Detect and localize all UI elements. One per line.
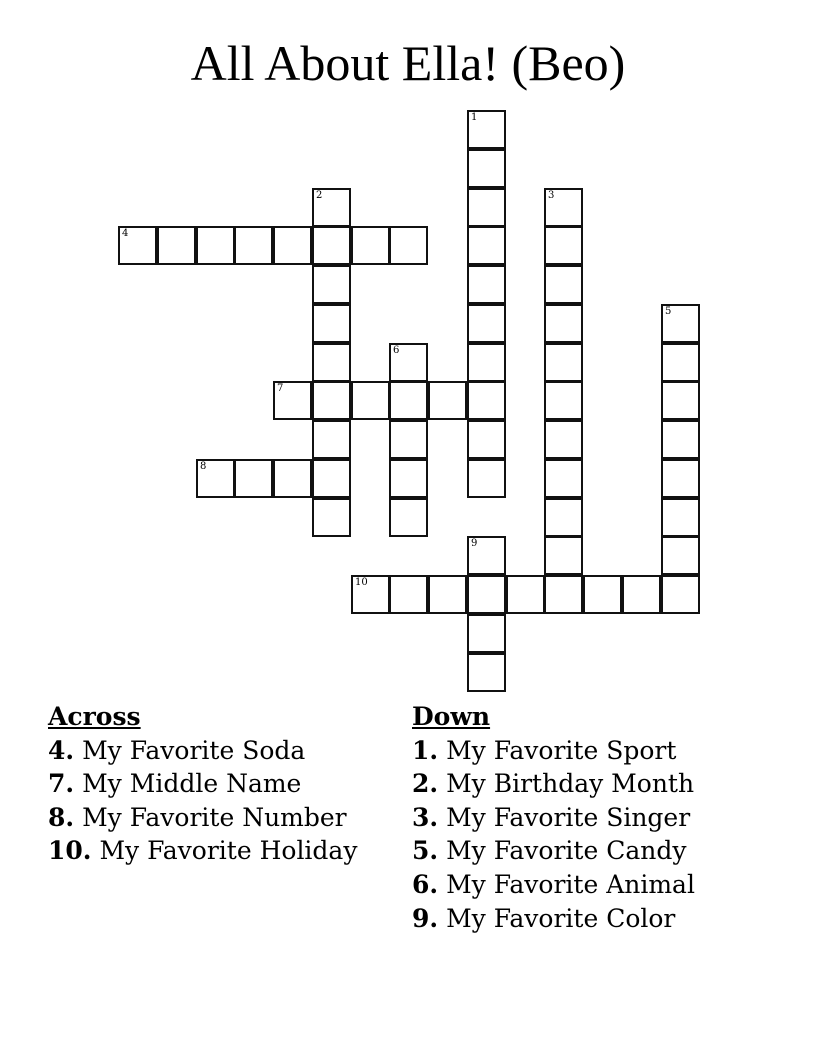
grid-cell[interactable] bbox=[157, 226, 196, 265]
clue-text: My Birthday Month bbox=[446, 769, 695, 799]
grid-cell[interactable] bbox=[544, 226, 583, 265]
grid-cell[interactable] bbox=[351, 226, 390, 265]
grid-cell[interactable] bbox=[234, 459, 273, 498]
grid-cell[interactable] bbox=[544, 188, 583, 227]
grid-cell[interactable] bbox=[544, 575, 583, 614]
grid-cell[interactable] bbox=[467, 343, 506, 382]
clue-number: 5. bbox=[412, 836, 439, 866]
cell-number: 8 bbox=[200, 461, 207, 472]
clue-number: 2. bbox=[412, 769, 439, 799]
grid-cell[interactable] bbox=[467, 265, 506, 304]
grid-cell[interactable] bbox=[467, 381, 506, 420]
grid-cell[interactable] bbox=[196, 459, 235, 498]
grid-cell[interactable] bbox=[544, 498, 583, 537]
clue-number: 7. bbox=[48, 769, 75, 799]
clue-number: 1. bbox=[412, 735, 439, 765]
grid-cell[interactable] bbox=[467, 420, 506, 459]
clue-down-1 bbox=[412, 734, 695, 768]
grid-cell[interactable] bbox=[312, 343, 351, 382]
grid-cell[interactable] bbox=[389, 575, 428, 614]
clue-down-2 bbox=[412, 767, 695, 801]
clue-text: My Favorite Holiday bbox=[99, 836, 358, 866]
grid-cell[interactable] bbox=[467, 459, 506, 498]
grid-cell[interactable] bbox=[661, 575, 700, 614]
clue-number: 3. bbox=[412, 802, 439, 832]
clue-text: My Favorite Singer bbox=[446, 802, 691, 832]
grid-cell[interactable] bbox=[273, 381, 312, 420]
clue-across-7 bbox=[48, 767, 357, 801]
grid-cell[interactable] bbox=[544, 343, 583, 382]
grid-cell[interactable] bbox=[467, 304, 506, 343]
cell-number: 3 bbox=[548, 190, 555, 201]
clue-across-4 bbox=[48, 734, 357, 768]
clue-down-3 bbox=[412, 801, 695, 835]
grid-cell[interactable] bbox=[312, 381, 351, 420]
clue-down-9 bbox=[412, 902, 695, 936]
cell-number: 9 bbox=[471, 538, 478, 549]
clue-text: My Favorite Sport bbox=[446, 735, 677, 765]
grid-cell[interactable] bbox=[467, 188, 506, 227]
clue-number: 4. bbox=[48, 735, 75, 765]
grid-cell[interactable] bbox=[544, 265, 583, 304]
clue-text: My Favorite Soda bbox=[82, 735, 306, 765]
grid-cell[interactable] bbox=[312, 188, 351, 227]
grid-cell[interactable] bbox=[312, 498, 351, 537]
grid-cell[interactable] bbox=[196, 226, 235, 265]
grid-cell[interactable] bbox=[428, 575, 467, 614]
down-clues bbox=[412, 700, 695, 935]
grid-cell[interactable] bbox=[467, 614, 506, 653]
cell-number: 5 bbox=[665, 306, 672, 317]
grid-cell[interactable] bbox=[661, 304, 700, 343]
down-heading: Down bbox=[412, 702, 491, 731]
cell-number: 4 bbox=[122, 228, 129, 239]
grid-cell[interactable] bbox=[661, 381, 700, 420]
clue-down-6 bbox=[412, 868, 695, 902]
grid-cell[interactable] bbox=[583, 575, 622, 614]
grid-cell[interactable] bbox=[506, 575, 545, 614]
grid-cell[interactable] bbox=[467, 226, 506, 265]
grid-cell[interactable] bbox=[312, 304, 351, 343]
clue-text: My Favorite Animal bbox=[446, 869, 695, 899]
across-clues bbox=[48, 700, 357, 868]
grid-cell[interactable] bbox=[389, 459, 428, 498]
grid-cell[interactable] bbox=[312, 420, 351, 459]
grid-cell[interactable] bbox=[661, 498, 700, 537]
grid-cell[interactable] bbox=[544, 304, 583, 343]
grid-cell[interactable] bbox=[467, 653, 506, 692]
cell-number: 1 bbox=[471, 112, 478, 123]
clue-number: 8. bbox=[48, 802, 75, 832]
clue-text: My Favorite Number bbox=[82, 802, 347, 832]
grid-cell[interactable] bbox=[661, 420, 700, 459]
grid-cell[interactable] bbox=[544, 536, 583, 575]
clue-text: My Favorite Color bbox=[446, 903, 676, 933]
grid-cell[interactable] bbox=[389, 498, 428, 537]
cell-number: 2 bbox=[316, 190, 323, 201]
clue-text: My Middle Name bbox=[82, 769, 302, 799]
grid-cell[interactable] bbox=[661, 459, 700, 498]
clue-across-10 bbox=[48, 834, 357, 868]
grid-cell[interactable] bbox=[118, 226, 157, 265]
grid-cell[interactable] bbox=[467, 110, 506, 149]
clue-down-5 bbox=[412, 834, 695, 868]
clue-number: 10. bbox=[48, 836, 92, 866]
across-heading: Across bbox=[48, 702, 141, 731]
grid-cell[interactable] bbox=[467, 536, 506, 575]
grid-cell[interactable] bbox=[467, 575, 506, 614]
grid-cell[interactable] bbox=[389, 343, 428, 382]
grid-cell[interactable] bbox=[312, 265, 351, 304]
grid-cell[interactable] bbox=[273, 226, 312, 265]
grid-cell[interactable] bbox=[428, 381, 467, 420]
clue-across-8 bbox=[48, 801, 357, 835]
grid-cell[interactable] bbox=[273, 459, 312, 498]
grid-cell[interactable] bbox=[544, 459, 583, 498]
grid-cell[interactable] bbox=[351, 575, 390, 614]
clue-text: My Favorite Candy bbox=[446, 836, 687, 866]
grid-cell[interactable] bbox=[661, 536, 700, 575]
grid-cell[interactable] bbox=[234, 226, 273, 265]
grid-cell[interactable] bbox=[661, 343, 700, 382]
grid-cell[interactable] bbox=[389, 381, 428, 420]
grid-cell[interactable] bbox=[389, 226, 428, 265]
cell-number: 6 bbox=[393, 345, 400, 356]
grid-cell[interactable] bbox=[389, 420, 428, 459]
cell-number: 10 bbox=[355, 577, 368, 588]
grid-cell[interactable] bbox=[467, 149, 506, 188]
grid-cell[interactable] bbox=[544, 420, 583, 459]
grid-cell[interactable] bbox=[622, 575, 661, 614]
clue-number: 6. bbox=[412, 869, 439, 899]
clue-number: 9. bbox=[412, 903, 439, 933]
grid-cell[interactable] bbox=[351, 381, 390, 420]
puzzle-title: All About Ella! (Beo) bbox=[190, 35, 626, 91]
cell-number: 7 bbox=[277, 383, 284, 394]
grid-cell[interactable] bbox=[544, 381, 583, 420]
grid-cell[interactable] bbox=[312, 459, 351, 498]
grid-cell[interactable] bbox=[312, 226, 351, 265]
